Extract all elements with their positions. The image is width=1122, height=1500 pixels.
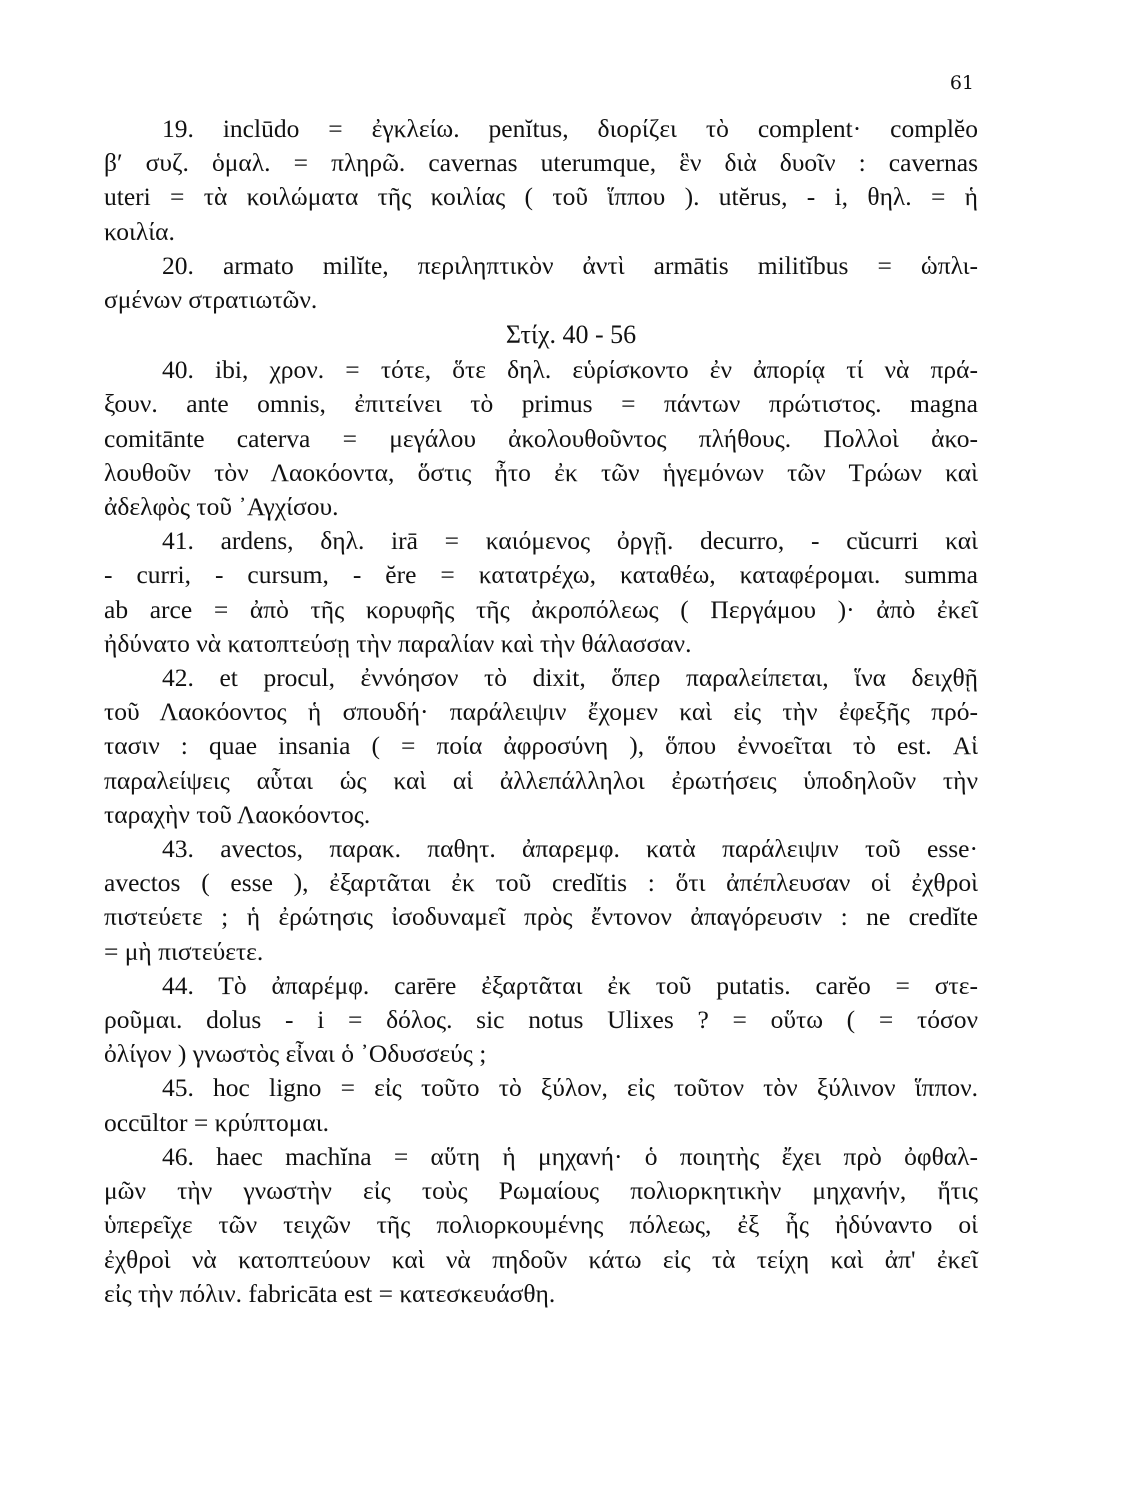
- entry-line: ξουν. ante omnis, ἐπιτείνει τὸ primus = πάντων πρώτιστος. magna: [104, 389, 978, 419]
- entry-line: ἀδελφὸς τοῦ ᾿Αγχίσου.: [104, 492, 339, 522]
- commentary-entry: [104, 249, 978, 317]
- entry-line: 43. avectos, παρακ. παθητ. ἀπαρεμφ. κατὰ παράλειψιν τοῦ esse·: [162, 834, 978, 864]
- entry-line: β′ συζ. ὁμαλ. = πληρῶ. cavernas uterumque, ἓν διὰ δυοῖν : cavernas: [104, 148, 978, 178]
- entry-line: 42. et procul, ἐννόησον τὸ dixit, ὅπερ παραλείπεται, ἵνα δειχθῇ: [162, 663, 978, 693]
- commentary-entry: [104, 969, 978, 1072]
- entry-line: ἠδύνατο νὰ κατοπτεύσῃ τὴν παραλίαν καὶ τὴν θάλασσαν.: [104, 628, 692, 658]
- entry-line: τοῦ Λαοκόοντος ἡ σπουδή· παράλειψιν ἔχομεν καὶ εἰς τὴν ἐφεξῆς πρό-: [104, 697, 978, 727]
- entry-line: ἐχθροὶ νὰ κατοπτεύουν καὶ νὰ πηδοῦν κάτω εἰς τὰ τείχη καὶ ἀπ' ἐκεῖ: [104, 1244, 978, 1274]
- entry-line: 46. haec machĭna = αὕτη ἡ μηχανή· ὁ ποιητὴς ἔχει πρὸ ὀφθαλ-: [162, 1141, 978, 1171]
- entry-line: avectos ( esse ), ἐξαρτᾶται ἐκ τοῦ credĭtis : ὅτι ἀπέπλευσαν οἱ ἐχθροὶ: [104, 868, 978, 898]
- entry-line: 40. ibi, χρον. = τότε, ὅτε δηλ. εὑρίσκοντο ἐν ἀπορίᾳ τί νὰ πρά-: [162, 355, 978, 385]
- commentary-section-2: [104, 353, 978, 1311]
- entry-line: πιστεύετε ; ἡ ἐρώτησις ἰσοδυναμεῖ πρὸς ἔντονον ἀπαγόρευσιν : ne credĭte: [104, 902, 978, 932]
- entry-line: κοιλία.: [104, 216, 175, 246]
- entry-line: uteri = τὰ κοιλώματα τῆς κοιλίας ( τοῦ ἵππου ). utĕrus, - i, θηλ. = ἡ: [104, 182, 978, 212]
- commentary-entry: [104, 832, 978, 969]
- commentary-entry: [104, 353, 978, 524]
- entry-line: - curri, - cursum, - ĕre = κατατρέχω, καταθέω, καταφέρομαι. summa: [104, 560, 978, 590]
- entry-line: ταραχὴν τοῦ Λαοκόοντος.: [104, 799, 371, 829]
- entry-line: 41. ardens, δηλ. irā = καιόμενος ὀργῇ. decurro, - cŭcurri καὶ: [162, 526, 978, 556]
- entry-line: ὀλίγον ) γνωστὸς εἶναι ὁ ᾿Οδυσσεύς ;: [104, 1039, 487, 1069]
- entry-line: ὑπερεῖχε τῶν τειχῶν τῆς πολιορκουμένης πόλεως, ἐξ ἧς ἠδύναντο οἱ: [104, 1210, 978, 1240]
- page-body: [104, 112, 978, 1311]
- entry-line: comitānte caterva = μεγάλου ἀκολουθοῦντος πλήθους. Πολλοὶ ἀκο-: [104, 423, 978, 453]
- commentary-entry: [104, 112, 978, 249]
- commentary-entry: [104, 1140, 978, 1311]
- entry-line: = μὴ πιστεύετε.: [104, 936, 264, 966]
- entry-line: 45. hoc ligno = εἰς τοῦτο τὸ ξύλον, εἰς τοῦτον τὸν ξύλινον ἵππον.: [162, 1073, 978, 1103]
- entry-line: occūltor = κρύπτομαι.: [104, 1107, 330, 1137]
- entry-line: παραλείψεις αὗται ὡς καὶ αἱ ἀλλεπάλληλοι ἐρωτήσεις ὑποδηλοῦν τὴν: [104, 765, 978, 795]
- page-number: 61: [949, 72, 974, 94]
- entry-line: 20. armato milĭte, περιληπτικὸν ἀντὶ armātis militĭbus = ὡπλι-: [162, 250, 978, 280]
- commentary-entry: [104, 524, 978, 661]
- entry-line: μῶν τὴν γνωστὴν εἰς τοὺς Ρωμαίους πολιορκητικὴν μηχανήν, ἥτις: [104, 1176, 978, 1206]
- commentary-entry: [104, 1071, 978, 1139]
- section-heading: Στίχ. 40 - 56: [505, 320, 637, 350]
- entry-line: ροῦμαι. dolus - i = δόλος. sic notus Ulixes ? = οὕτω ( = τόσον: [104, 1005, 978, 1035]
- entry-line: λουθοῦν τὸν Λαοκόοντα, ὅστις ἦτο ἐκ τῶν ἡγεμόνων τῶν Τρώων καὶ: [104, 457, 978, 487]
- entry-line: ab arce = ἀπὸ τῆς κορυφῆς τῆς ἀκροπόλεως ( Περγάμου )· ἀπὸ ἐκεῖ: [104, 594, 978, 624]
- entry-line: εἰς τὴν πόλιν. fabricāta est = κατεσκευάσθη.: [104, 1278, 556, 1308]
- commentary-entry: [104, 661, 978, 832]
- commentary-section-1: [104, 112, 978, 317]
- entry-line: τασιν : quae insania ( = ποία ἀφροσύνη ), ὅπου ἐννοεῖται τὸ est. Αἱ: [104, 731, 978, 761]
- entry-line: σμένων στρατιωτῶν.: [104, 285, 318, 315]
- entry-line: 44. Τὸ ἀπαρέμφ. carēre ἐξαρτᾶται ἐκ τοῦ putatis. carĕo = στε-: [162, 970, 978, 1000]
- entry-line: 19. inclūdo = ἐγκλείω. penĭtus, διορίζει τὸ complent· complĕo: [162, 114, 978, 143]
